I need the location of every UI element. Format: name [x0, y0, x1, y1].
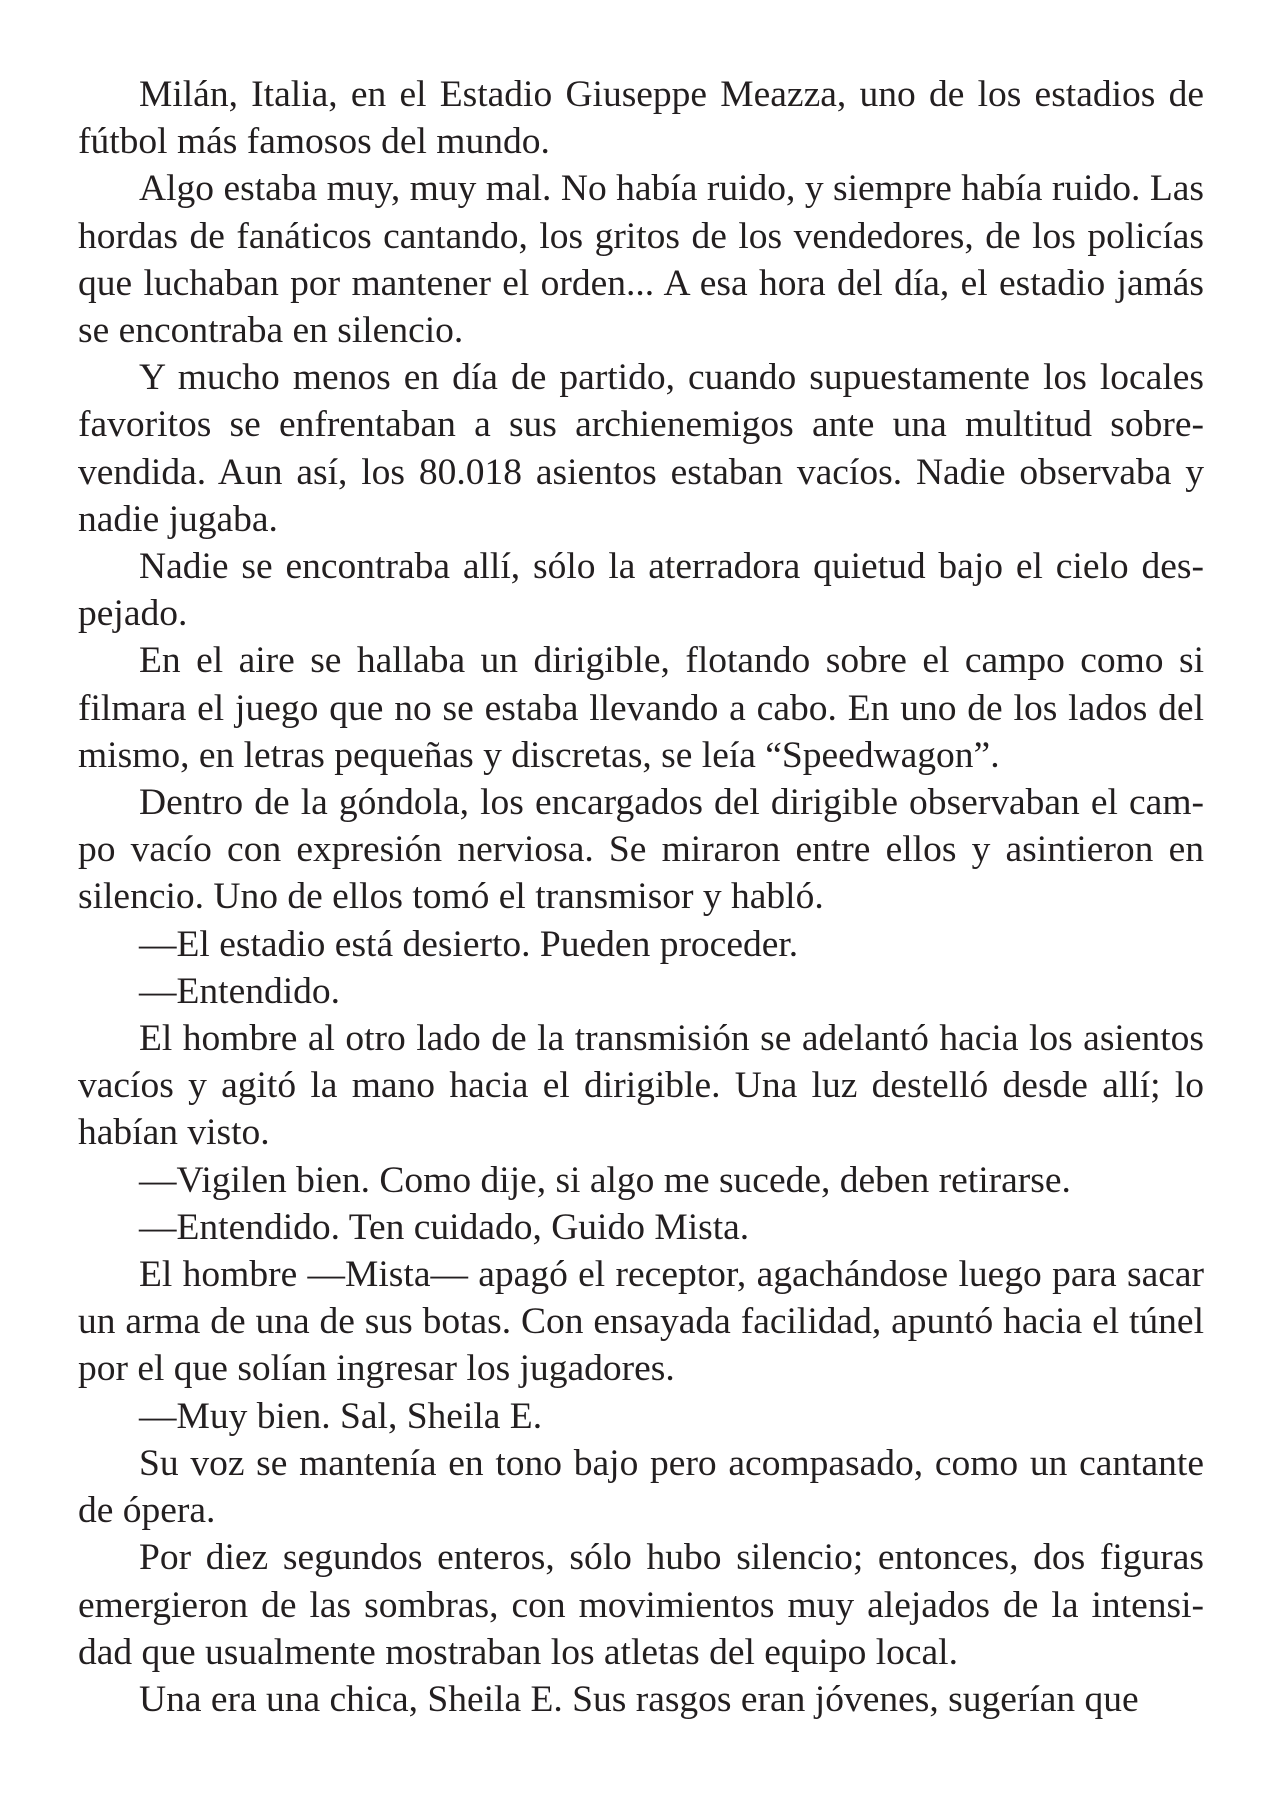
paragraph-2: Algo estaba muy, muy mal. No había ruido, y siempre había ruido. Las hordas de fanáticos cantando, los gritos de los vendedores, de los policías que luchaban por mantener el orden... A esa hora del día, el estadio jamás se encontraba en silencio.	[78, 168, 1204, 352]
paragraph-8: El hombre —Mista— apagó el receptor, agachándose luego para sacar un arma de una de sus botas. Con ensayada facilidad, apuntó hacia el túnel por el que solían ingresar los jugadores.	[78, 1254, 1204, 1390]
dialogue-line-1: —El estadio está desierto. Pueden proceder.	[139, 923, 799, 965]
dialogue-line-2: —Entendido.	[139, 970, 341, 1012]
paragraph-11: Una era una chica, Sheila E. Sus rasgos eran jóvenes, sugerían que	[139, 1678, 1139, 1720]
dialogue-line-5: —Muy bien. Sal, Sheila E.	[139, 1395, 543, 1437]
body-text	[78, 71, 1204, 1723]
paragraph-6: Dentro de la góndola, los encargados del dirigible observaban el campo vacío con expresión nerviosa. Se miraron entre ellos y asintieron en silencio. Uno de ellos tomó el transmisor y habló.	[78, 782, 1204, 918]
paragraph-10: Por diez segundos enteros, sólo hubo silencio; entonces, dos figuras emergieron de las sombras, con movimientos muy alejados de la intensidad que usualmente mostraban los atletas del equipo local.	[78, 1537, 1204, 1673]
paragraph-5: En el aire se hallaba un dirigible, flotando sobre el campo como si filmara el juego que no se estaba llevando a cabo. En uno de los lados del mismo, en letras pequeñas y discretas, se leía “Speedwagon”.	[78, 640, 1204, 776]
paragraph-7: El hombre al otro lado de la transmisión se adelantó hacia los asientos vacíos y agitó la mano hacia el dirigible. Una luz destelló desde allí; lo habían visto.	[78, 1018, 1204, 1154]
dialogue-line-3: —Vigilen bien. Como dije, si algo me sucede, deben retirarse.	[139, 1159, 1071, 1201]
paragraph-9: Su voz se mantenía en tono bajo pero acompasado, como un cantante de ópera.	[78, 1442, 1204, 1532]
paragraph-3: Y mucho menos en día de partido, cuando supuestamente los locales favoritos se enfrentaban a sus archienemigos ante una multitud sobrevendida. Aun así, los 80.018 asientos estaban vacíos. Nadie observaba y nadie jugaba.	[78, 357, 1204, 540]
paragraph-4: Nadie se encontraba allí, sólo la aterradora quietud bajo el cielo despejado.	[78, 546, 1204, 635]
paragraph-1: Milán, Italia, en el Estadio Giuseppe Meazza, uno de los estadios de fútbol más famosos del mundo.	[78, 74, 1204, 163]
dialogue-line-4: —Entendido. Ten cuidado, Guido Mista.	[139, 1206, 750, 1248]
